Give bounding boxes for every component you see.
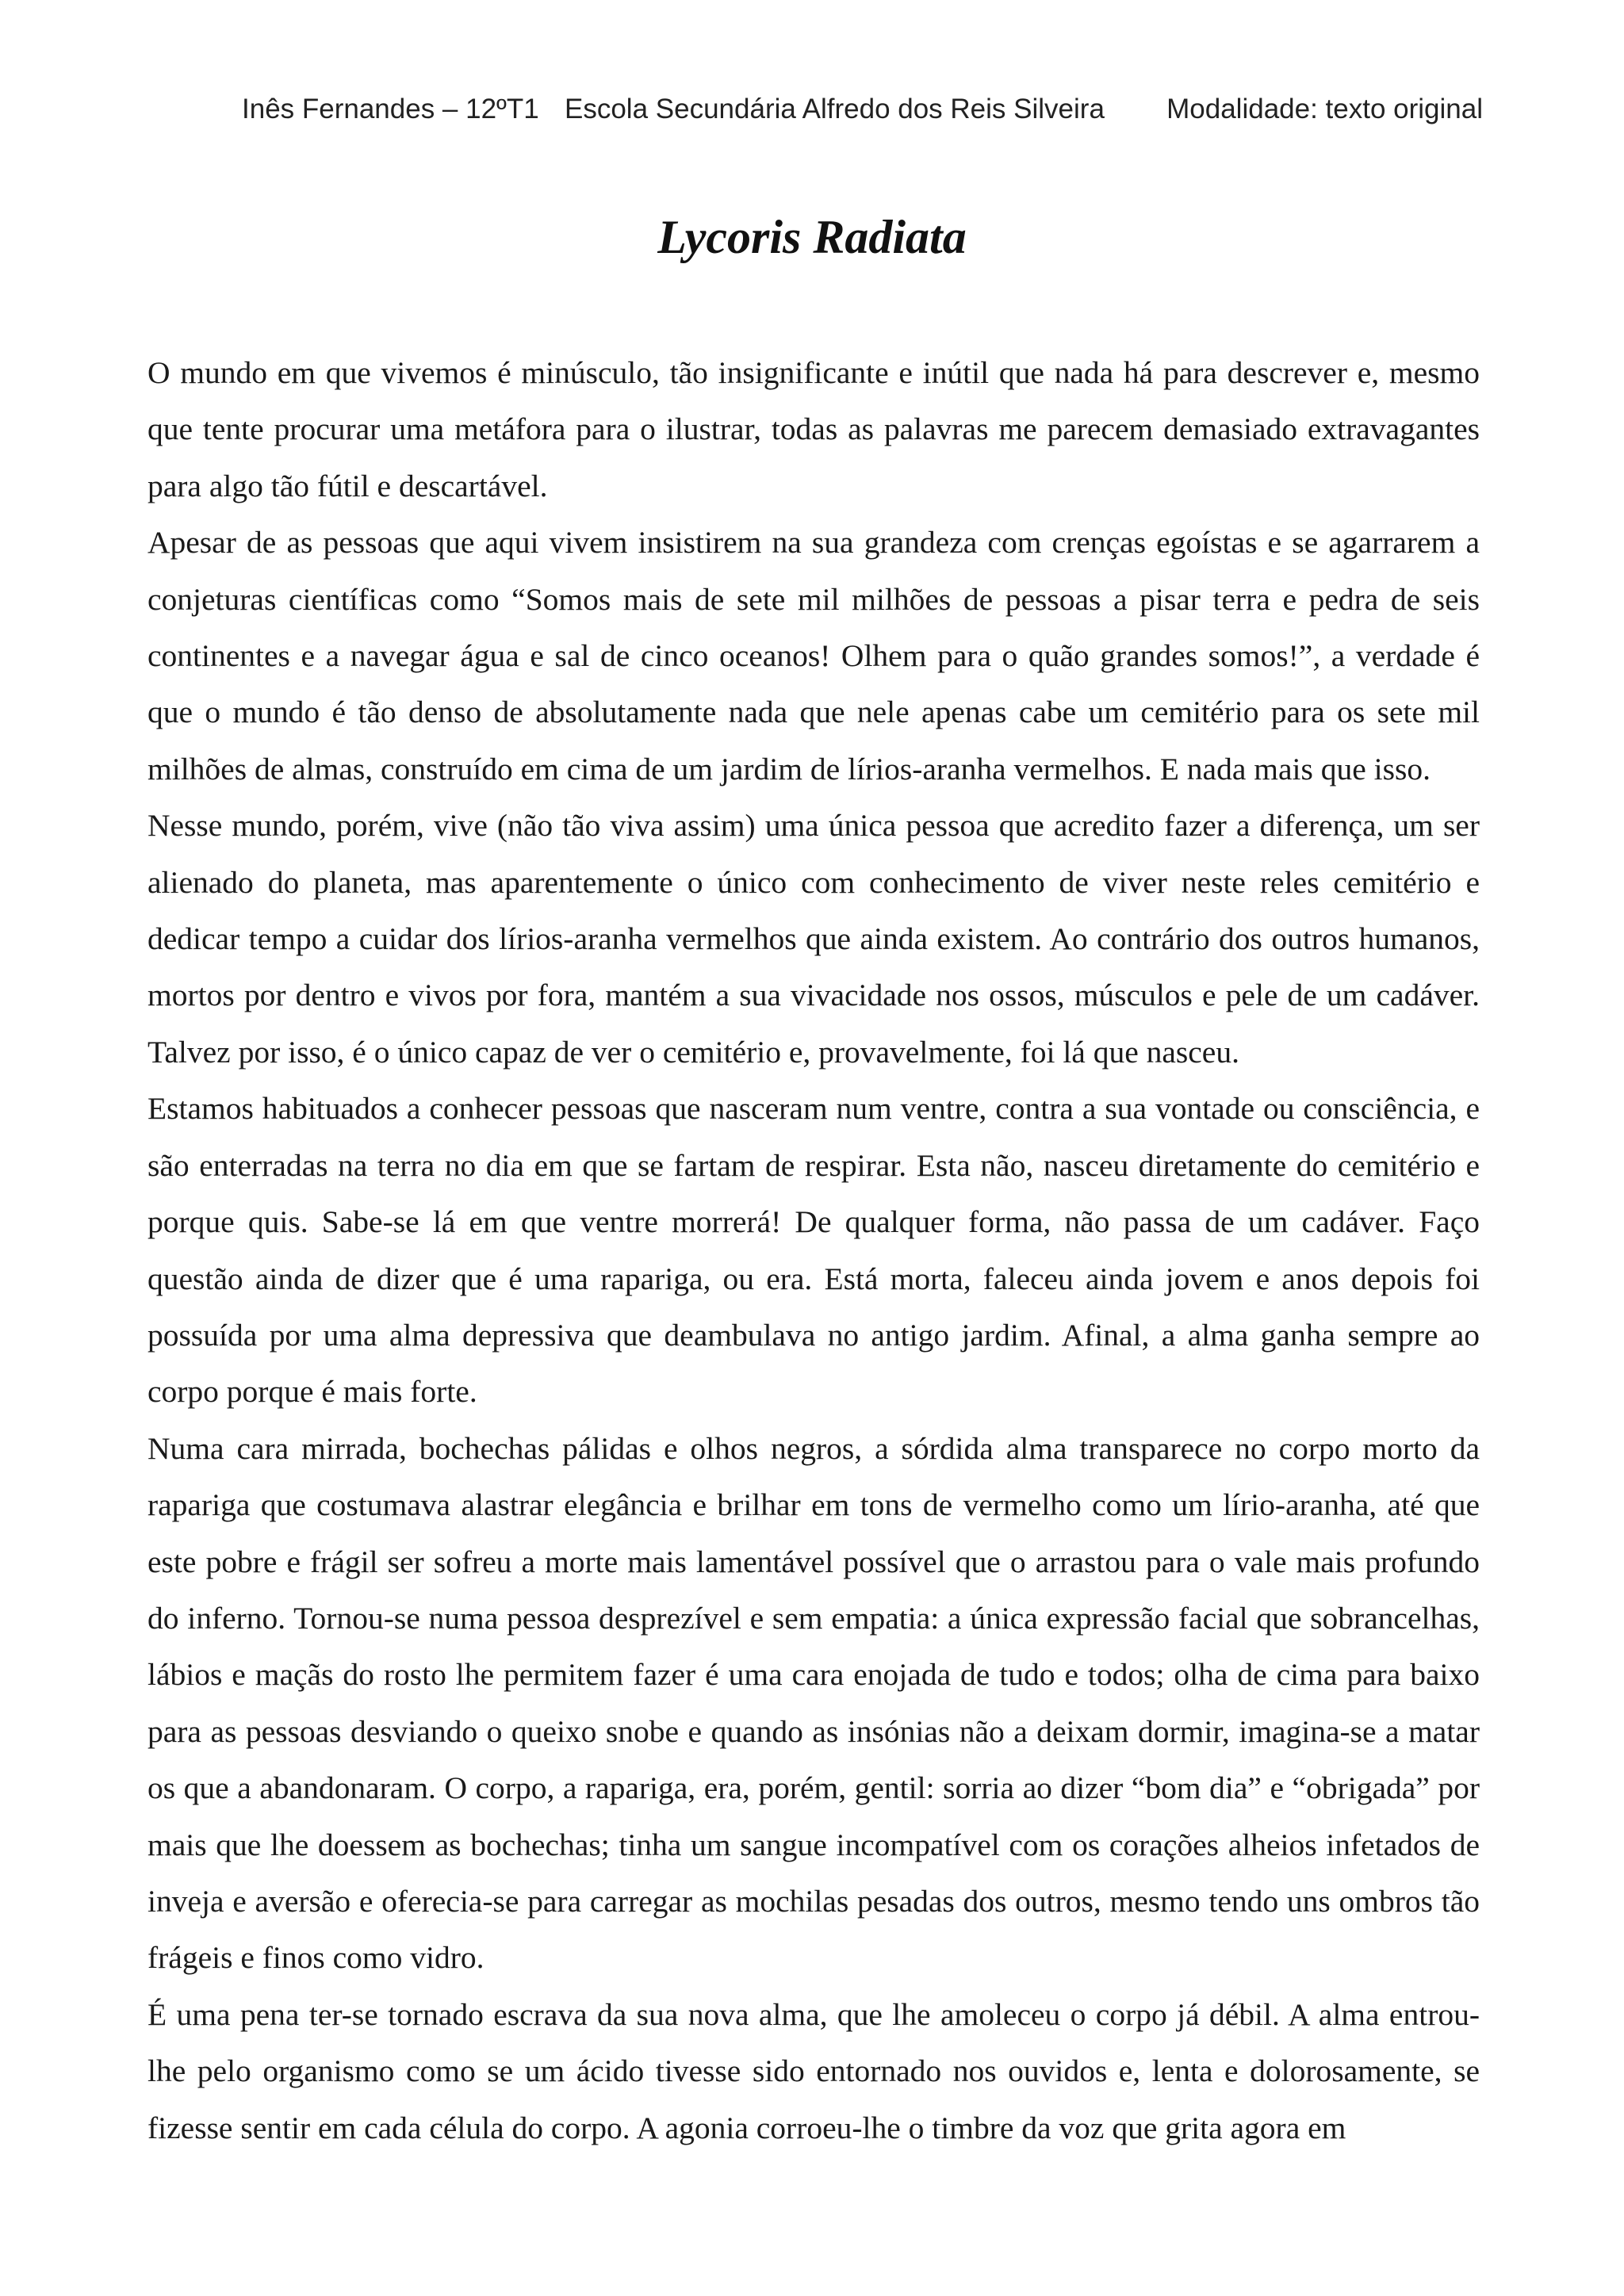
- header-school: Escola Secundária Alfredo dos Reis Silveira: [565, 94, 1105, 124]
- header-modality: Modalidade: texto original: [1166, 94, 1483, 124]
- paragraph: Estamos habituados a conhecer pessoas que nasceram num ventre, contra a sua vontade ou consciência, e são enterradas na terra no dia em que se fartam de respirar. Esta não, nasceu diretamente do cemitério e porque quis. Sabe-se lá em que ventre morrerá! De qualquer forma, não passa de um cadáver. Faço questão ainda de dizer que é uma rapariga, ou era. Está morta, faleceu ainda jovem e anos depois foi possuída por uma alma depressiva que deambulava no antigo jardim. Afinal, a alma ganha sempre ao corpo porque é mais forte.: [147, 1091, 1480, 1410]
- paragraph: É uma pena ter-se tornado escrava da sua nova alma, que lhe amoleceu o corpo já débil. A alma entrou-lhe pelo organismo como se um ácido tivesse sido entornado nos ouvidos e, lenta e dolorosamente, se fizesse sentir em cada célula do corpo. A agonia corroeu-lhe o timbre da voz que grita agora em: [147, 1996, 1480, 2145]
- document-title: Lycoris Radiata: [657, 211, 967, 263]
- paragraph: O mundo em que vivemos é minúsculo, tão insignificante e inútil que nada há para descrever e, mesmo que tente procurar uma metáfora para o ilustrar, todas as palavras me parecem demasiado extravagantes para algo tão fútil e descartável.: [147, 355, 1480, 503]
- paragraph: Numa cara mirrada, bochechas pálidas e olhos negros, a sórdida alma transparece no corpo morto da rapariga que costumava alastrar elegância e brilhar em tons de vermelho como um lírio-aranha, até que este pobre e frágil ser sofreu a morte mais lamentável possível que o arrastou para o vale mais profundo do inferno. Tornou-se numa pessoa desprezível e sem empatia: a única expressão facial que sobrancelhas, lábios e maçãs do rosto lhe permitem fazer é uma cara enojada de tudo e todos; olha de cima para baixo para as pessoas desviando o queixo snobe e quando as insónias não a deixam dormir, imagina-se a matar os que a abandonaram. O corpo, a rapariga, era, porém, gentil: sorria ao dizer “bom dia” e “obrigada” por mais que lhe doessem as bochechas; tinha um sangue incompatível com os corações alheios infetados de inveja e aversão e oferecia-se para carregar as mochilas pesadas dos outros, mesmo tendo uns ombros tão frágeis e finos como vidro.: [147, 1430, 1480, 1976]
- paragraph: Apesar de as pessoas que aqui vivem insistirem na sua grandeza com crenças egoístas e se agarrarem a conjeturas científicas como “Somos mais de sete mil milhões de pessoas a pisar terra e pedra de seis continentes e a navegar água e sal de cinco oceanos! Olhem para o quão grandes somos!”, a verdade é que o mundo é tão denso de absolutamente nada que nele apenas cabe um cemitério para os sete mil milhões de almas, construído em cima de um jardim de lírios-aranha vermelhos. E nada mais que isso.: [147, 525, 1480, 786]
- document-body: [147, 345, 1480, 2156]
- header-author: Inês Fernandes – 12ºT1: [242, 94, 539, 124]
- page-header: [0, 94, 1624, 141]
- paragraph: Nesse mundo, porém, vive (não tão viva assim) uma única pessoa que acredito fazer a diferença, um ser alienado do planeta, mas aparentemente o único com conhecimento de viver neste reles cemitério e dedicar tempo a cuidar dos lírios-aranha vermelhos que ainda existem. Ao contrário dos outros humanos, mortos por dentro e vivos por fora, mantém a sua vivacidade nos ossos, músculos e pele de um cadáver. Talvez por isso, é o único capaz de ver o cemitério e, provavelmente, foi lá que nasceu.: [147, 808, 1480, 1070]
